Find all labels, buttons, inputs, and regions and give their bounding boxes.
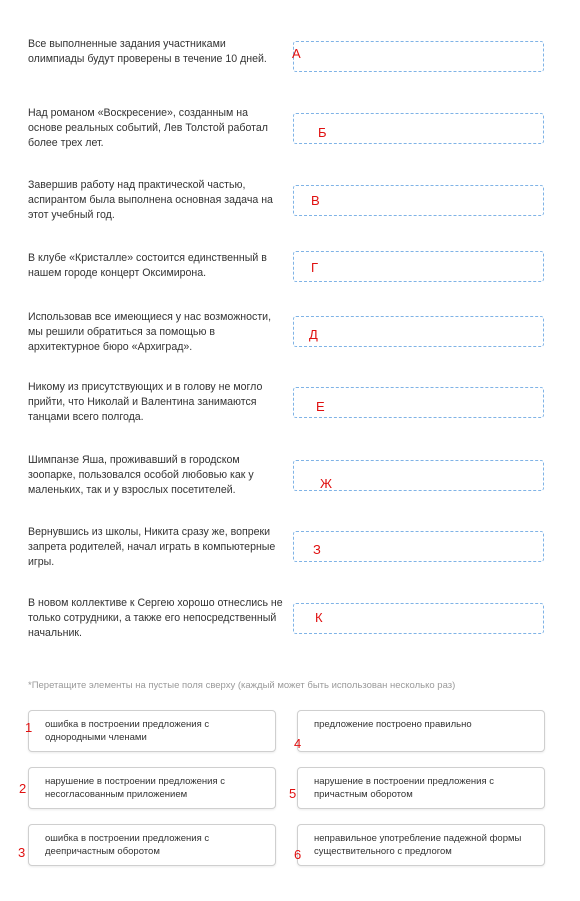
dropzone-e[interactable] [293,316,544,347]
option-number-4: 4 [294,736,302,751]
sentence-a: Все выполненные задания участниками олимпиады будут проверены в течение 10 дней. [28,38,267,65]
dropzone-letter-d: Г [311,260,319,275]
option-number-1: 1 [25,720,33,735]
dropzone-h[interactable] [293,531,544,562]
dropzone-a[interactable] [293,41,544,72]
option-5[interactable] [297,767,545,809]
option-text: предложение построено правильно [314,719,472,730]
option-number-3: 3 [18,845,26,860]
dropzone-letter-e: Д [309,327,318,342]
sentence-c: Завершив работу над практической частью, аспирантом была выполнена основная задача на этот учебный год. [28,179,273,221]
dropzone-f[interactable] [293,387,544,418]
option-2[interactable] [28,767,276,809]
option-number-6: 6 [294,847,302,862]
option-number-5: 5 [289,786,297,801]
option-3[interactable] [28,824,276,866]
dropzone-letter-k: К [315,610,323,625]
option-1[interactable] [28,710,276,752]
drag-hint: *Перетащите элементы на пустые поля сверху (каждый может быть использован несколько раз) [28,680,456,691]
sentence-e: Использовав все имеющиеся у нас возможности, мы решили обратиться за помощью в архитектурное бюро «Архиград». [28,311,272,353]
option-6[interactable] [297,824,545,866]
dropzone-letter-g: Ж [320,476,333,491]
option-text: ошибка в построении предложения с однородными членами [45,719,210,743]
dropzone-c[interactable] [293,185,544,216]
dropzone-d[interactable] [293,251,544,282]
option-text: ошибка в построении предложения с деепричастным оборотом [45,833,210,857]
option-4[interactable] [297,710,545,752]
option-number-2: 2 [19,781,27,796]
option-text: неправильное употребление падежной формы существительного с предлогом [314,833,522,857]
sentence-b: Над романом «Воскресение», созданным на основе реальных событий, Лев Толстой работал более трех лет. [28,107,268,149]
dropzone-letter-h: З [313,542,321,557]
dropzone-k[interactable] [293,603,544,634]
sentence-g: Шимпанзе Яша, проживавший в городском зоопарке, пользовался особой любовью как у маленьких, так и у взрослых посетителей. [28,454,254,496]
option-text: нарушение в построении предложения с причастным оборотом [314,776,494,800]
dropzone-letter-f: Е [316,399,325,414]
sentence-f: Никому из присутствующих и в голову не могло прийти, что Николай и Валентина занимаются танцами всего полгода. [28,381,263,423]
dropzone-letter-a: А [292,46,301,61]
sentence-h: Вернувшись из школы, Никита сразу же, вопреки запрета родителей, начал играть в компьютерные игры. [28,526,276,568]
sentence-k: В новом коллективе к Сергею хорошо отнеслись не только сотрудники, а также его непосредственный начальник. [28,597,283,639]
dropzone-b[interactable] [293,113,544,144]
dropzone-letter-b: Б [318,125,327,140]
sentence-d: В клубе «Кристалле» состоится единственный в нашем городе концерт Оксимирона. [28,252,267,279]
dropzone-letter-c: В [311,193,320,208]
option-text: нарушение в построении предложения с несогласованным приложением [45,776,225,800]
